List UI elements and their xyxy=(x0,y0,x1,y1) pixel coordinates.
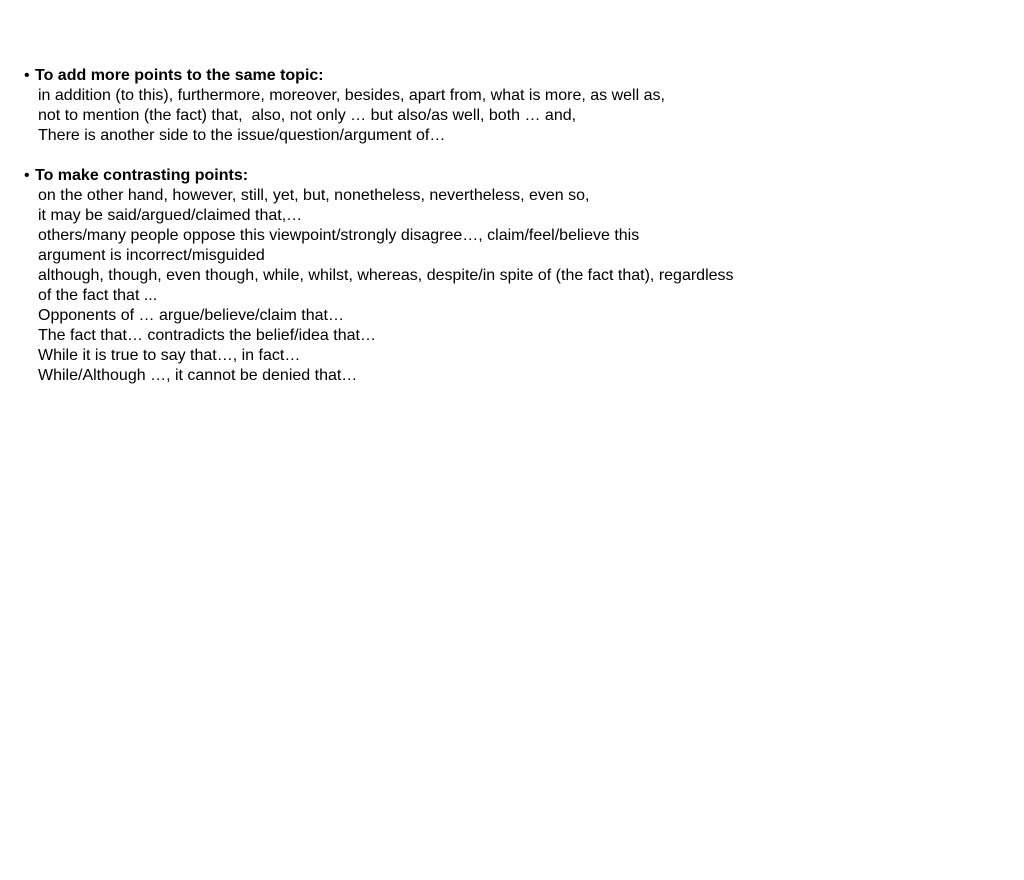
phrase-line: The fact that… contradicts the belief/idea that… xyxy=(38,327,376,344)
phrase-line: argument is incorrect/misguided xyxy=(38,247,265,264)
phrase-line: it may be said/argued/claimed that,… xyxy=(38,207,303,224)
section-heading: To make contrasting points: xyxy=(35,167,249,184)
phrase-line: of the fact that ... xyxy=(38,287,158,304)
section-heading: To add more points to the same topic: xyxy=(35,67,324,84)
phrase-line: There is another side to the issue/question/argument of… xyxy=(38,127,446,144)
phrase-line: on the other hand, however, still, yet, but, nonetheless, nevertheless, even so, xyxy=(38,187,590,204)
phrase-line: While it is true to say that…, in fact… xyxy=(38,347,301,364)
section-heading-line xyxy=(24,66,1004,86)
section-contrasting-points xyxy=(24,166,1004,386)
document-body xyxy=(24,66,1004,406)
phrase-line: others/many people oppose this viewpoint/strongly disagree…, claim/feel/believe this xyxy=(38,227,640,244)
phrase-line: While/Although …, it cannot be denied that… xyxy=(38,367,358,384)
bullet-icon: • xyxy=(24,67,30,84)
section-heading-line xyxy=(24,166,1004,186)
section-adding-points xyxy=(24,66,1004,146)
bullet-icon: • xyxy=(24,167,30,184)
phrase-line: although, though, even though, while, whilst, whereas, despite/in spite of (the fact that), regardless xyxy=(38,267,734,284)
phrase-line: Opponents of … argue/believe/claim that… xyxy=(38,307,344,324)
phrase-list xyxy=(24,186,1004,386)
phrase-line: not to mention (the fact) that, also, not only … but also/as well, both … and, xyxy=(38,107,577,124)
phrase-list xyxy=(24,86,1004,146)
phrase-line: in addition (to this), furthermore, moreover, besides, apart from, what is more, as well as, xyxy=(38,87,665,104)
